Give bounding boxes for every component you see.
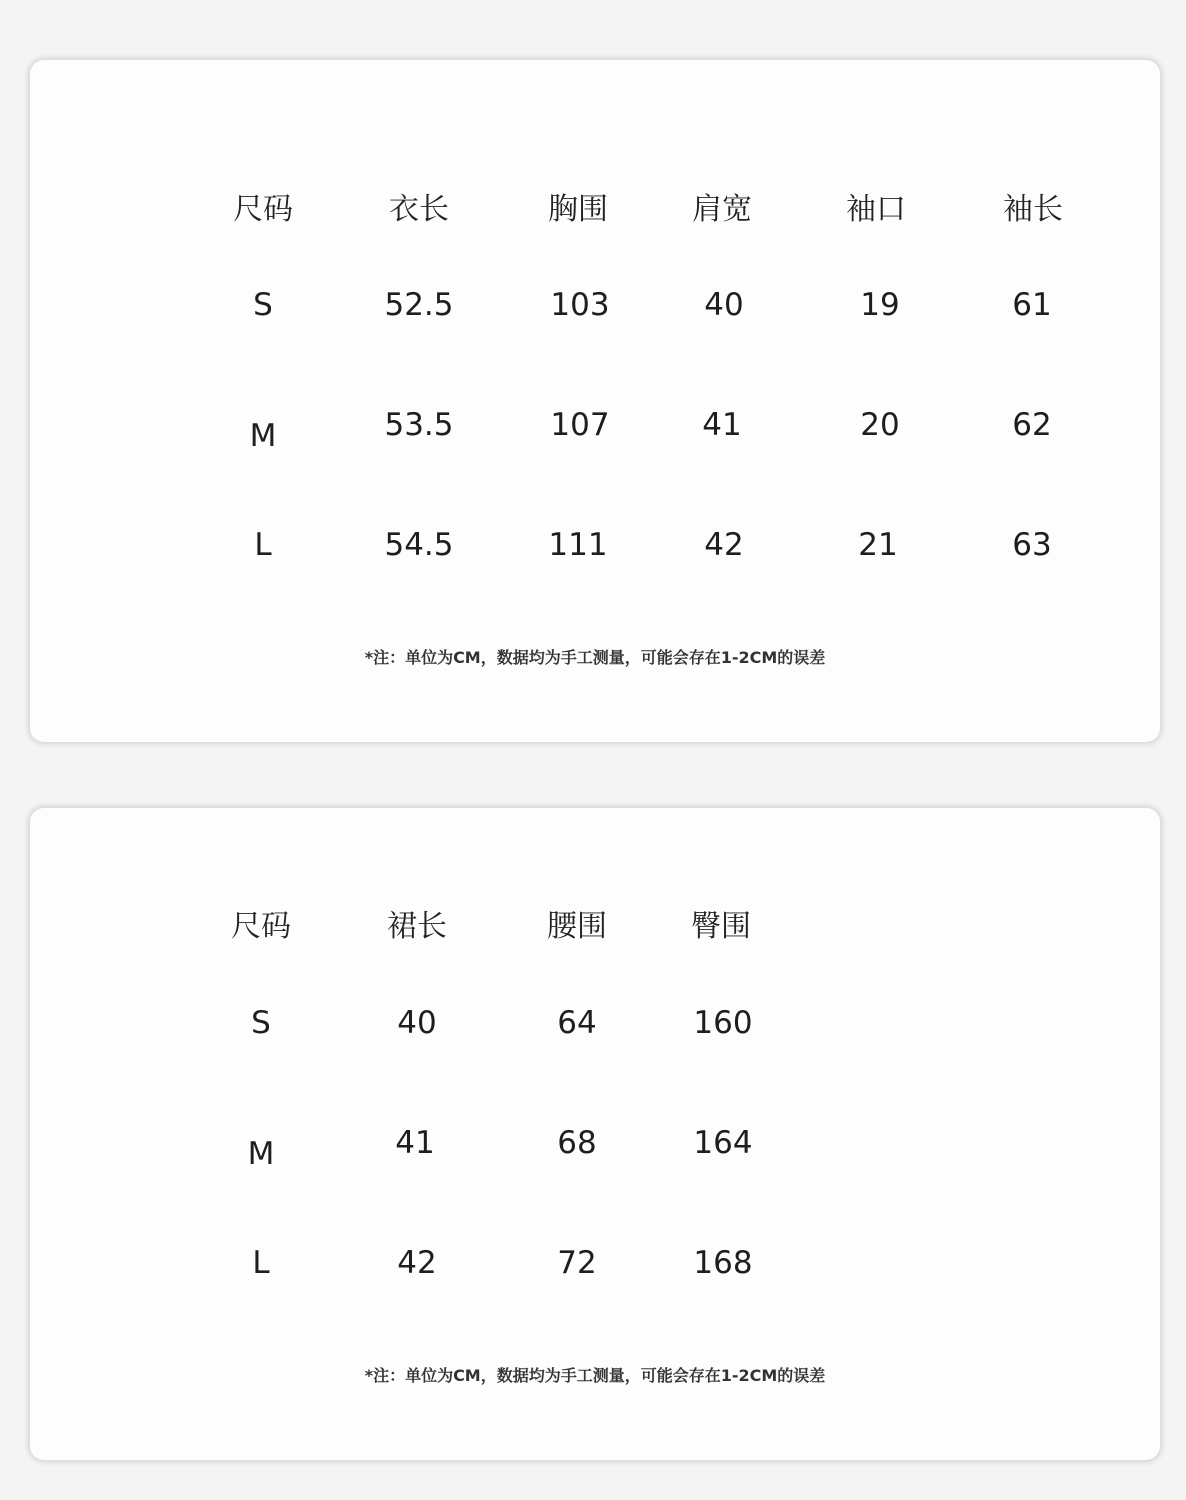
top-header-length: 衣长	[389, 192, 449, 227]
bottom-row-l-hip: 168	[693, 1245, 753, 1281]
bottom-row-s-waist: 64	[557, 1005, 597, 1041]
top-row-m-cuff: 20	[860, 407, 900, 443]
bottom-row-s-size: S	[251, 1005, 271, 1041]
top-row-l-length: 54.5	[384, 527, 454, 563]
bottom-row-l-size: L	[252, 1245, 270, 1281]
top-measurement-note: *注：单位为CM，数据均为手工测量，可能会存在1-2CM的误差	[364, 648, 826, 667]
top-header-shoulder: 肩宽	[692, 192, 752, 227]
top-row-l-sleeve-length: 63	[1012, 527, 1052, 563]
bottom-row-l-waist: 72	[557, 1245, 597, 1281]
bottom-header-waist: 腰围	[547, 909, 607, 944]
top-row-m-chest: 107	[550, 407, 610, 443]
top-header-cuff: 袖口	[846, 192, 906, 227]
top-row-s-size: S	[253, 287, 273, 323]
bottom-row-m-hip: 164	[693, 1125, 753, 1161]
top-row-s-shoulder: 40	[704, 287, 744, 323]
bottom-row-s-skirt-length: 40	[397, 1005, 437, 1041]
top-row-m-shoulder: 41	[702, 407, 742, 443]
top-row-m-size: M	[249, 418, 277, 454]
bottom-row-s-hip: 160	[693, 1005, 753, 1041]
bottom-row-l-skirt-length: 42	[397, 1245, 437, 1281]
top-row-l-cuff: 21	[858, 527, 898, 563]
bottom-header-hip: 臀围	[691, 909, 751, 944]
top-row-s-chest: 103	[550, 287, 610, 323]
top-row-l-size: L	[254, 527, 272, 563]
top-row-l-chest: 111	[548, 527, 608, 563]
top-row-s-cuff: 19	[860, 287, 900, 323]
top-row-m-length: 53.5	[384, 407, 454, 443]
bottom-measurement-note: *注：单位为CM，数据均为手工测量，可能会存在1-2CM的误差	[364, 1366, 826, 1385]
top-row-l-shoulder: 42	[704, 527, 744, 563]
bottom-row-m-waist: 68	[557, 1125, 597, 1161]
bottom-header-skirt-length: 裙长	[387, 909, 447, 944]
top-size-table-card	[30, 60, 1160, 742]
top-row-s-length: 52.5	[384, 287, 454, 323]
bottom-size-table-card	[30, 808, 1160, 1460]
top-header-size: 尺码	[233, 192, 293, 227]
top-row-m-sleeve-length: 62	[1012, 407, 1052, 443]
bottom-row-m-size: M	[247, 1136, 275, 1172]
top-header-sleeve-length: 袖长	[1003, 192, 1063, 227]
top-row-s-sleeve-length: 61	[1012, 287, 1052, 323]
bottom-header-size: 尺码	[231, 909, 291, 944]
bottom-row-m-skirt-length: 41	[395, 1125, 435, 1161]
top-header-chest: 胸围	[548, 192, 608, 227]
